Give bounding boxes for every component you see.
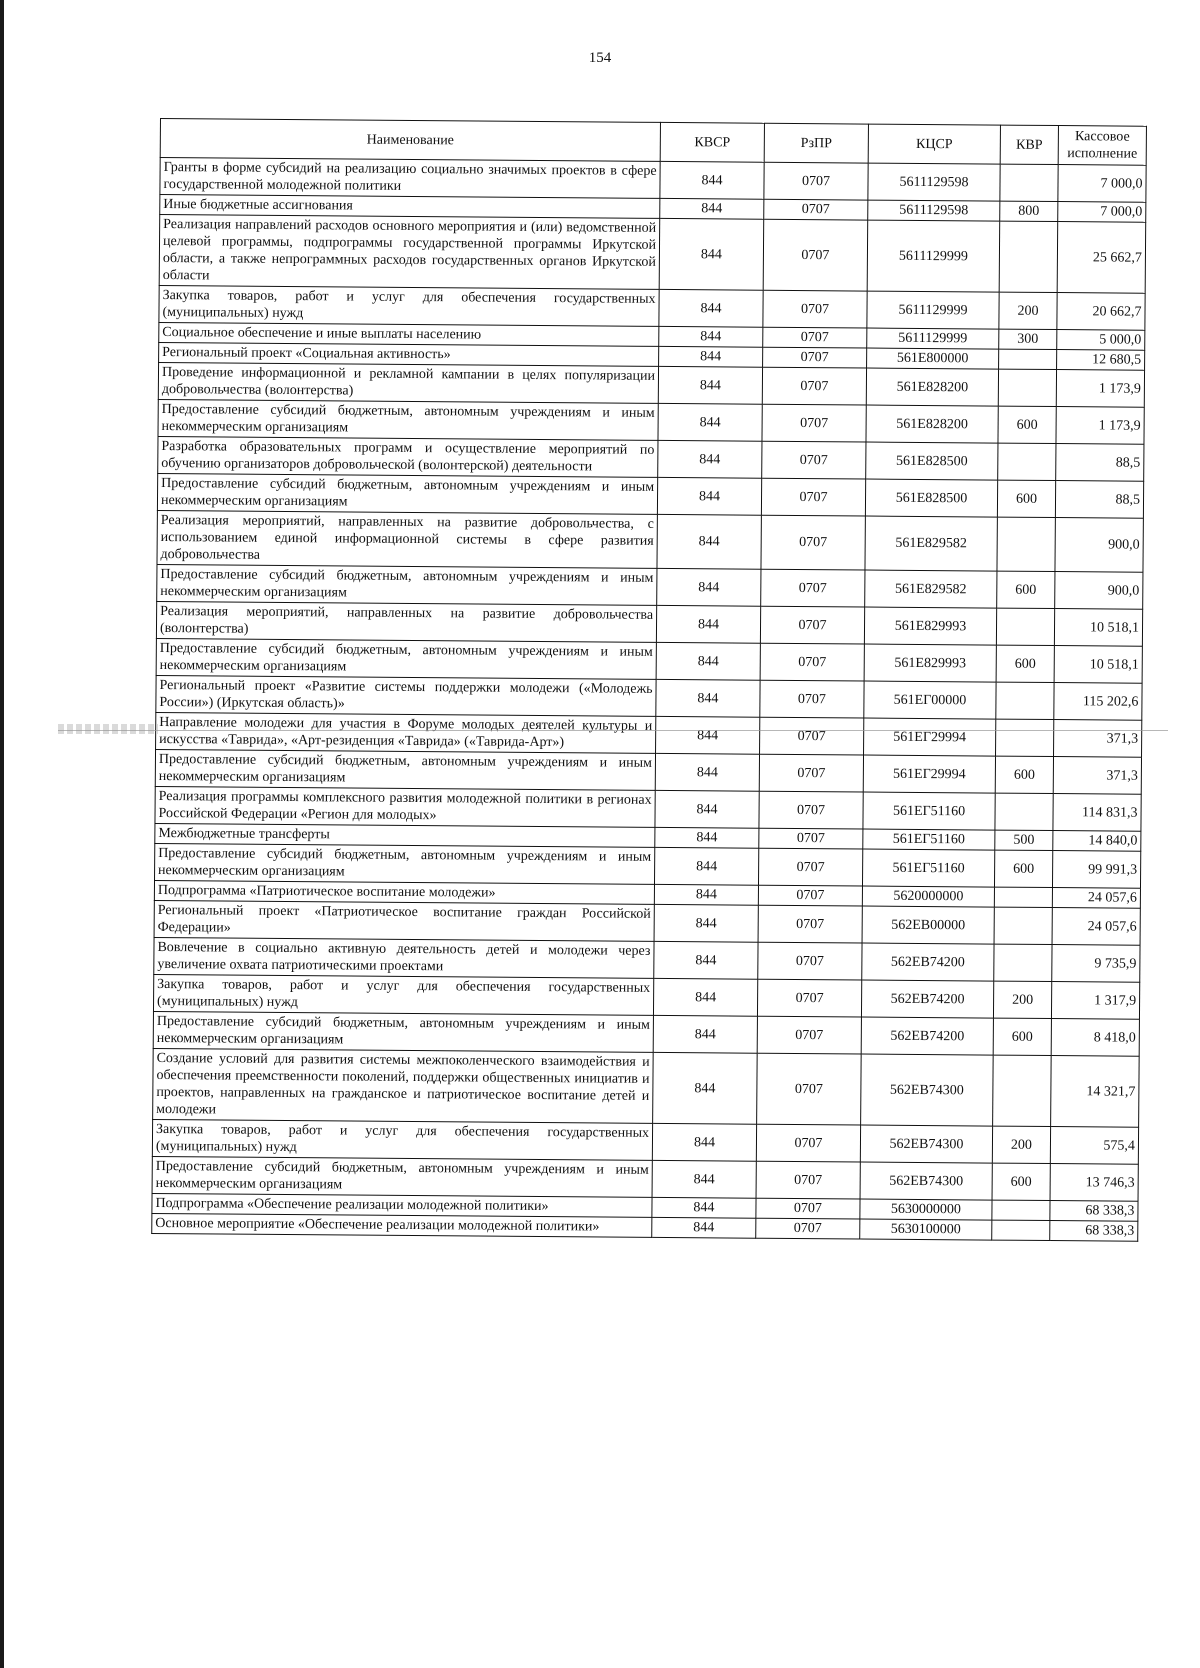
cell-rzpr: 0707 xyxy=(757,1016,861,1054)
cell-name: Предоставление субсидий бюджетным, автономным учреждениям и иным некоммерческим организациям xyxy=(156,638,656,679)
cell-rzpr: 0707 xyxy=(760,606,864,644)
cell-kcsr: 561EГ00000 xyxy=(864,681,996,719)
cell-kvr xyxy=(998,369,1056,406)
table-row xyxy=(153,1048,1140,1127)
cell-kcsr: 561E800000 xyxy=(867,348,999,369)
cell-cash-execution: 900,0 xyxy=(1055,518,1143,573)
cell-cash-execution: 88,5 xyxy=(1055,481,1143,519)
cell-kvsr: 844 xyxy=(654,904,758,942)
cell-name: Реализация программы комплексного развития молодежной политики в регионах Российской Федерации «Регион для молодых» xyxy=(155,786,655,827)
cell-name: Основное мероприятие «Обеспечение реализации молодежной политики» xyxy=(152,1213,652,1237)
cell-name: Предоставление субсидий бюджетным, автономным учреждениям и иным некоммерческим организациям xyxy=(157,473,657,514)
cell-kvsr: 844 xyxy=(652,1123,756,1161)
cell-kvsr: 844 xyxy=(654,884,758,905)
cell-kvr: 600 xyxy=(995,756,1053,793)
cell-kvr xyxy=(996,608,1054,645)
cell-kvr xyxy=(996,719,1054,756)
cell-rzpr: 0707 xyxy=(756,1161,860,1199)
cell-rzpr: 0707 xyxy=(758,942,862,980)
cell-name: Подпрограмма «Патриотическое воспитание молодежи» xyxy=(154,880,654,904)
cell-kcsr: 561EГ29994 xyxy=(864,718,996,756)
cell-rzpr: 0707 xyxy=(757,1053,862,1125)
cell-name: Иные бюджетные ассигнования xyxy=(160,195,660,219)
cell-rzpr: 0707 xyxy=(761,515,865,570)
cell-cash-execution: 24 057,6 xyxy=(1052,908,1140,946)
cell-name: Вовлечение в социально активную деятельность детей и молодежи через увеличение охвата патриотическими проектами xyxy=(154,937,654,978)
cell-rzpr: 0707 xyxy=(756,1124,860,1162)
cell-kcsr: 561E828200 xyxy=(866,368,998,406)
cell-cash-execution: 371,3 xyxy=(1054,720,1142,758)
cell-cash-execution: 24 057,6 xyxy=(1052,888,1140,909)
cell-kcsr: 561E828500 xyxy=(865,479,997,517)
cell-kcsr: 561E829582 xyxy=(865,516,997,571)
cell-cash-execution: 9 735,9 xyxy=(1052,945,1140,983)
cell-rzpr: 0707 xyxy=(759,791,863,829)
cell-cash-execution: 371,3 xyxy=(1053,757,1141,795)
cell-name: Предоставление субсидий бюджетным, автономным учреждениям и иным некоммерческим организациям xyxy=(157,564,657,605)
cell-kcsr: 5611129999 xyxy=(867,220,1000,292)
cell-kvsr: 844 xyxy=(656,679,760,717)
cell-kcsr: 561E829993 xyxy=(864,644,996,682)
table-row xyxy=(159,215,1146,294)
cell-cash-execution: 7 000,0 xyxy=(1058,202,1146,223)
cell-cash-execution: 14 321,7 xyxy=(1051,1056,1140,1128)
cell-kvr xyxy=(994,907,1052,944)
cell-kcsr: 5611129598 xyxy=(868,200,1000,221)
cell-kvsr: 844 xyxy=(652,1217,756,1238)
cell-name: Межбюджетные трансферты xyxy=(155,823,655,847)
cell-name: Предоставление субсидий бюджетным, автономным учреждениям и иным некоммерческим организациям xyxy=(155,749,655,790)
cell-kvr: 600 xyxy=(998,406,1056,443)
cell-kcsr: 5611129999 xyxy=(867,291,999,329)
cell-kvsr: 844 xyxy=(660,198,764,219)
cell-cash-execution: 13 746,3 xyxy=(1050,1164,1138,1202)
cell-kvsr: 844 xyxy=(652,1160,756,1198)
cell-kvr: 200 xyxy=(999,292,1057,329)
cell-kvr xyxy=(993,1055,1052,1126)
cell-cash-execution: 99 991,3 xyxy=(1052,851,1140,889)
cell-cash-execution: 1 173,9 xyxy=(1056,407,1144,445)
cell-kcsr: 561EГ51160 xyxy=(863,829,995,850)
cell-kcsr: 562EB74300 xyxy=(860,1162,992,1200)
cell-kvr xyxy=(992,1220,1050,1240)
cell-kcsr: 562EB00000 xyxy=(862,906,994,944)
cell-cash-execution: 900,0 xyxy=(1055,572,1143,610)
cell-kvr xyxy=(998,443,1056,480)
cell-name: Реализация мероприятий, направленных на развитие добровольчества, с использованием единой информационной системы в сфере развития добровольчества xyxy=(157,510,657,568)
cell-rzpr: 0707 xyxy=(763,290,867,328)
cell-name: Закупка товаров, работ и услуг для обеспечения государственных (муниципальных) нужд xyxy=(159,285,659,326)
cell-kvsr: 844 xyxy=(658,403,762,441)
cell-cash-execution: 5 000,0 xyxy=(1057,330,1145,351)
cell-cash-execution: 10 518,1 xyxy=(1054,609,1142,647)
cell-kvsr: 844 xyxy=(655,790,759,828)
cell-name: Разработка образовательных программ и осуществление мероприятий по обучению организаторов добровольческой (волонтерской) деятельности xyxy=(158,436,658,477)
cell-rzpr: 0707 xyxy=(760,680,864,718)
cell-kvsr: 844 xyxy=(658,440,762,478)
cell-kcsr: 5630000000 xyxy=(860,1199,992,1220)
cell-kvsr: 844 xyxy=(654,847,758,885)
cell-rzpr: 0707 xyxy=(763,347,867,368)
cell-kvr xyxy=(1000,164,1058,201)
cell-name: Предоставление субсидий бюджетным, автономным учреждениям и иным некоммерческим организациям xyxy=(153,1011,653,1052)
cell-name: Региональный проект «Развитие системы поддержки молодежи («Молодежь России») (Иркутская область)» xyxy=(156,675,656,716)
cell-rzpr: 0707 xyxy=(763,219,868,291)
cell-kcsr: 561EГ51160 xyxy=(862,849,994,887)
cell-kvr xyxy=(999,349,1057,369)
cell-kcsr: 561EГ51160 xyxy=(863,792,995,830)
cell-cash-execution: 20 662,7 xyxy=(1057,293,1145,331)
cell-kvr xyxy=(996,682,1054,719)
cell-kvr: 800 xyxy=(1000,201,1058,221)
cell-rzpr: 0707 xyxy=(759,828,863,849)
cell-rzpr: 0707 xyxy=(762,441,866,479)
cell-cash-execution: 115 202,6 xyxy=(1054,683,1142,721)
cell-cash-execution: 88,5 xyxy=(1056,444,1144,482)
cell-rzpr: 0707 xyxy=(761,569,865,607)
cell-name: Реализация направлений расходов основного мероприятия и (или) ведомственной целевой программы, подпрограммы государственной программы Иркутской области, а также непрограммных расходов государственных органов Иркутской области xyxy=(159,215,660,290)
cell-kvsr: 844 xyxy=(658,366,762,404)
table-body xyxy=(152,158,1146,1242)
cell-kvsr: 844 xyxy=(656,642,760,680)
header-cash-execution: Кассовое исполнение xyxy=(1058,126,1146,166)
cell-kvr: 600 xyxy=(997,480,1055,517)
cell-kvsr: 844 xyxy=(653,978,757,1016)
cell-kvr: 600 xyxy=(996,645,1054,682)
cell-cash-execution: 68 338,3 xyxy=(1050,1221,1138,1242)
page-number: 154 xyxy=(588,50,612,66)
cell-name: Предоставление субсидий бюджетным, автономным учреждениям и иным некоммерческим организациям xyxy=(152,1156,652,1197)
cell-cash-execution: 14 840,0 xyxy=(1053,831,1141,852)
cell-kcsr: 562EB74300 xyxy=(861,1054,994,1126)
cell-kvsr: 844 xyxy=(660,161,764,199)
cell-cash-execution: 12 680,5 xyxy=(1057,350,1145,371)
cell-kvr: 600 xyxy=(993,1018,1051,1055)
cell-kvsr: 844 xyxy=(657,477,761,515)
cell-kcsr: 5611129999 xyxy=(867,328,999,349)
cell-kvsr: 844 xyxy=(652,1197,756,1218)
cell-kvr: 300 xyxy=(999,329,1057,349)
cell-rzpr: 0707 xyxy=(761,478,865,516)
cell-name: Подпрограмма «Обеспечение реализации молодежной политики» xyxy=(152,1193,652,1217)
cell-kvr xyxy=(999,221,1058,292)
header-kvr: КВР xyxy=(1000,125,1058,164)
cell-kcsr: 5630100000 xyxy=(860,1219,992,1240)
cell-name: Региональный проект «Патриотическое воспитание граждан Российской Федерации» xyxy=(154,900,654,941)
cell-kvsr: 844 xyxy=(653,1052,758,1124)
cell-cash-execution: 25 662,7 xyxy=(1057,222,1146,294)
header-name: Наименование xyxy=(160,119,660,162)
cell-cash-execution: 575,4 xyxy=(1050,1127,1138,1165)
cell-name: Предоставление субсидий бюджетным, автономным учреждениям и иным некоммерческим организациям xyxy=(155,843,655,884)
cell-kcsr: 562EB74300 xyxy=(860,1125,992,1163)
cell-kvsr: 844 xyxy=(659,289,763,327)
cell-kvsr: 844 xyxy=(659,346,763,367)
cell-name: Закупка товаров, работ и услуг для обеспечения государственных (муниципальных) нужд xyxy=(152,1119,652,1160)
cell-cash-execution: 68 338,3 xyxy=(1050,1201,1138,1222)
cell-kvsr: 844 xyxy=(653,1015,757,1053)
cell-kcsr: 562EB74200 xyxy=(861,980,993,1018)
cell-name: Закупка товаров, работ и услуг для обеспечения государственных (муниципальных) нужд xyxy=(153,974,653,1015)
cell-kvr xyxy=(997,517,1055,571)
table-row xyxy=(157,510,1143,572)
cell-cash-execution: 1 173,9 xyxy=(1056,370,1144,408)
cell-kcsr: 562EB74200 xyxy=(862,943,994,981)
cell-kvr: 600 xyxy=(994,850,1052,887)
cell-rzpr: 0707 xyxy=(763,327,867,348)
header-rzpr: РзПР xyxy=(764,123,868,163)
scan-artifact-line xyxy=(58,730,1168,731)
cell-kvsr: 844 xyxy=(656,716,760,754)
cell-kcsr: 561E829993 xyxy=(864,607,996,645)
cell-rzpr: 0707 xyxy=(756,1198,860,1219)
cell-rzpr: 0707 xyxy=(762,404,866,442)
cell-rzpr: 0707 xyxy=(758,848,862,886)
cell-kcsr: 562EB74200 xyxy=(861,1017,993,1055)
cell-cash-execution: 114 831,3 xyxy=(1053,794,1141,832)
cell-kvsr: 844 xyxy=(657,514,761,569)
cell-kvr xyxy=(992,1200,1050,1220)
cell-rzpr: 0707 xyxy=(764,199,868,220)
cell-rzpr: 0707 xyxy=(760,643,864,681)
cell-kvsr: 844 xyxy=(659,218,764,290)
cell-name: Проведение информационной и рекламной кампании в целях популяризации добровольчества (волонтерства) xyxy=(158,362,658,403)
cell-cash-execution: 8 418,0 xyxy=(1051,1019,1139,1057)
cell-kvr: 200 xyxy=(992,1126,1050,1163)
scan-artifact xyxy=(58,724,158,734)
cell-kvr xyxy=(995,793,1053,830)
cell-name: Гранты в форме субсидий на реализацию социально значимых проектов в сфере государственной молодежной политики xyxy=(160,158,660,199)
cell-kvsr: 844 xyxy=(659,326,763,347)
budget-execution-table xyxy=(151,118,1147,1242)
cell-kvsr: 844 xyxy=(654,941,758,979)
cell-rzpr: 0707 xyxy=(757,979,861,1017)
cell-kvsr: 844 xyxy=(656,605,760,643)
cell-rzpr: 0707 xyxy=(760,717,864,755)
cell-rzpr: 0707 xyxy=(759,754,863,792)
cell-kcsr: 561E828500 xyxy=(866,442,998,480)
cell-kvsr: 844 xyxy=(655,827,759,848)
cell-kcsr: 5620000000 xyxy=(862,886,994,907)
cell-name: Создание условий для развития системы межпоколенческого взаимодействия и обеспечения преемственности поколений, поддержки общественных инициатив и проектов, направленных на гражданское и патриотическое воспитание детей и молодежи xyxy=(153,1048,654,1123)
cell-cash-execution: 7 000,0 xyxy=(1058,165,1146,203)
cell-kcsr: 561E829582 xyxy=(865,570,997,608)
cell-name: Региональный проект «Социальная активность» xyxy=(159,342,659,366)
cell-kvsr: 844 xyxy=(655,753,759,791)
scan-edge-bar xyxy=(0,0,4,1668)
cell-kvr xyxy=(994,887,1052,907)
cell-name: Социальное обеспечение и иные выплаты населению xyxy=(159,322,659,346)
header-kvsr: КВСР xyxy=(660,122,764,162)
cell-rzpr: 0707 xyxy=(762,367,866,405)
header-kcsr: КЦСР xyxy=(868,124,1000,164)
cell-kcsr: 5611129598 xyxy=(868,163,1000,201)
cell-kvsr: 844 xyxy=(657,568,761,606)
cell-name: Направление молодежи для участия в Форуме молодых деятелей культуры и искусства «Таврида», «Арт-резиденция «Таврида» («Таврида-Арт») xyxy=(156,712,656,753)
cell-kvr xyxy=(994,944,1052,981)
cell-name: Реализация мероприятий, направленных на развитие добровольчества (волонтерства) xyxy=(156,601,656,642)
cell-kvr: 600 xyxy=(997,571,1055,608)
cell-kcsr: 561EГ29994 xyxy=(863,755,995,793)
cell-rzpr: 0707 xyxy=(758,905,862,943)
cell-cash-execution: 10 518,1 xyxy=(1054,646,1142,684)
cell-kvr: 600 xyxy=(992,1163,1050,1200)
cell-rzpr: 0707 xyxy=(756,1218,860,1239)
cell-cash-execution: 1 317,9 xyxy=(1051,982,1139,1020)
cell-rzpr: 0707 xyxy=(758,885,862,906)
cell-kcsr: 561E828200 xyxy=(866,405,998,443)
cell-name: Предоставление субсидий бюджетным, автономным учреждениям и иным некоммерческим организациям xyxy=(158,399,658,440)
cell-rzpr: 0707 xyxy=(764,162,868,200)
cell-kvr: 500 xyxy=(995,830,1053,850)
cell-kvr: 200 xyxy=(993,981,1051,1018)
